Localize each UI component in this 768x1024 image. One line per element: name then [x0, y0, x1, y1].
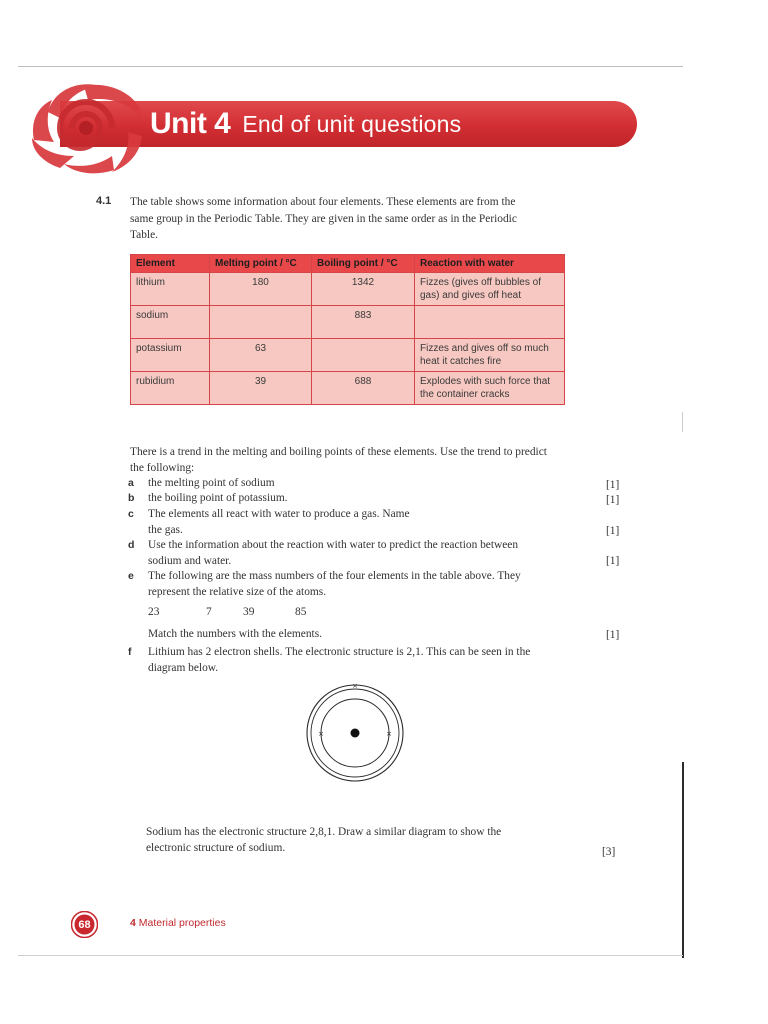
chapter-label — [130, 917, 226, 929]
part-letter: b — [128, 492, 135, 504]
part-text: Match the numbers with the elements. — [148, 628, 322, 640]
part-text: The following are the mass numbers of the four elements in the table above. They represent the relative size of the atoms. — [148, 570, 521, 598]
mark: [1] — [606, 494, 620, 506]
part-letter: e — [128, 570, 134, 582]
table-cell: 883 — [312, 306, 415, 339]
trend-intro: There is a trend in the melting and boiling points of these elements. Use the trend to predict the following: — [130, 446, 547, 474]
table-cell — [312, 339, 415, 372]
electron-marker: × — [352, 682, 358, 690]
mass-number: 39 — [243, 606, 255, 618]
part-letter: f — [128, 646, 132, 658]
table-cell: 688 — [312, 372, 415, 405]
table-cell: sodium — [131, 306, 210, 339]
table-cell: Fizzes and gives off so much heat it catches fire — [415, 339, 565, 372]
mark: [3] — [602, 846, 616, 858]
column-header: Melting point / °C — [210, 255, 312, 273]
column-header: Element — [131, 255, 210, 273]
elements-table — [130, 254, 565, 405]
scan-edge-line — [682, 762, 684, 958]
mark: [1] — [606, 479, 620, 491]
table-cell: potassium — [131, 339, 210, 372]
electron-marker: × — [386, 730, 392, 738]
mass-number: 85 — [295, 606, 307, 618]
table-cell: rubidium — [131, 372, 210, 405]
table-row — [131, 273, 565, 306]
table-row — [131, 339, 565, 372]
nucleus — [351, 729, 360, 738]
table-cell: 180 — [210, 273, 312, 306]
chapter-title: Material properties — [138, 917, 226, 929]
unit-subtitle: End of unit questions — [242, 110, 462, 137]
top-rule — [18, 66, 683, 67]
table-cell: lithium — [131, 273, 210, 306]
part-letter: c — [128, 508, 134, 520]
unit-label: Unit 4 — [150, 107, 231, 140]
mark: [1] — [606, 629, 620, 641]
table-cell: 63 — [210, 339, 312, 372]
part-text: Use the information about the reaction with water to predict the reaction between sodium and water. — [148, 539, 519, 567]
scan-speck — [682, 412, 683, 432]
column-header: Boiling point / °C — [312, 255, 415, 273]
sodium-task: Sodium has the electronic structure 2,8,1. Draw a similar diagram to show the electronic structure of sodium. — [146, 826, 502, 854]
part-text: Lithium has 2 electron shells. The electronic structure is 2,1. This can be seen in the diagram below. — [148, 646, 531, 674]
part-letter: d — [128, 539, 135, 551]
table-cell: 1342 — [312, 273, 415, 306]
table-cell — [415, 306, 565, 339]
part-text: The elements all react with water to produce a gas. Name the gas. — [148, 508, 410, 536]
mark: [1] — [606, 525, 620, 537]
table-row — [131, 306, 565, 339]
column-header: Reaction with water — [415, 255, 565, 273]
part-e-instruction — [148, 627, 322, 643]
bottom-rule — [18, 955, 683, 956]
page-number: 68 — [78, 918, 91, 931]
lithium-electron-diagram — [302, 678, 408, 786]
table-cell: Fizzes (gives off bubbles of gas) and gives off heat — [415, 273, 565, 306]
table-cell: 39 — [210, 372, 312, 405]
mark: [1] — [606, 555, 620, 567]
part-letter: a — [128, 477, 134, 489]
part-text: the melting point of sodium — [148, 477, 275, 489]
table-cell — [210, 306, 312, 339]
mass-number: 23 — [148, 606, 160, 618]
table-header-row — [131, 255, 565, 273]
table-cell: Explodes with such force that the container cracks — [415, 372, 565, 405]
page-title — [150, 101, 461, 147]
question-number: 4.1 — [96, 195, 112, 207]
swirl-logo-icon — [24, 78, 150, 176]
part-text: the boiling point of potassium. — [148, 492, 288, 504]
electron-marker: × — [318, 730, 324, 738]
table-row — [131, 372, 565, 405]
chapter-number: 4 — [130, 917, 136, 929]
mass-number: 7 — [206, 606, 212, 618]
question-intro: The table shows some information about four elements. These elements are from the same group in the Periodic Table. They are given in the same order as in the Periodic Table. — [130, 196, 517, 241]
